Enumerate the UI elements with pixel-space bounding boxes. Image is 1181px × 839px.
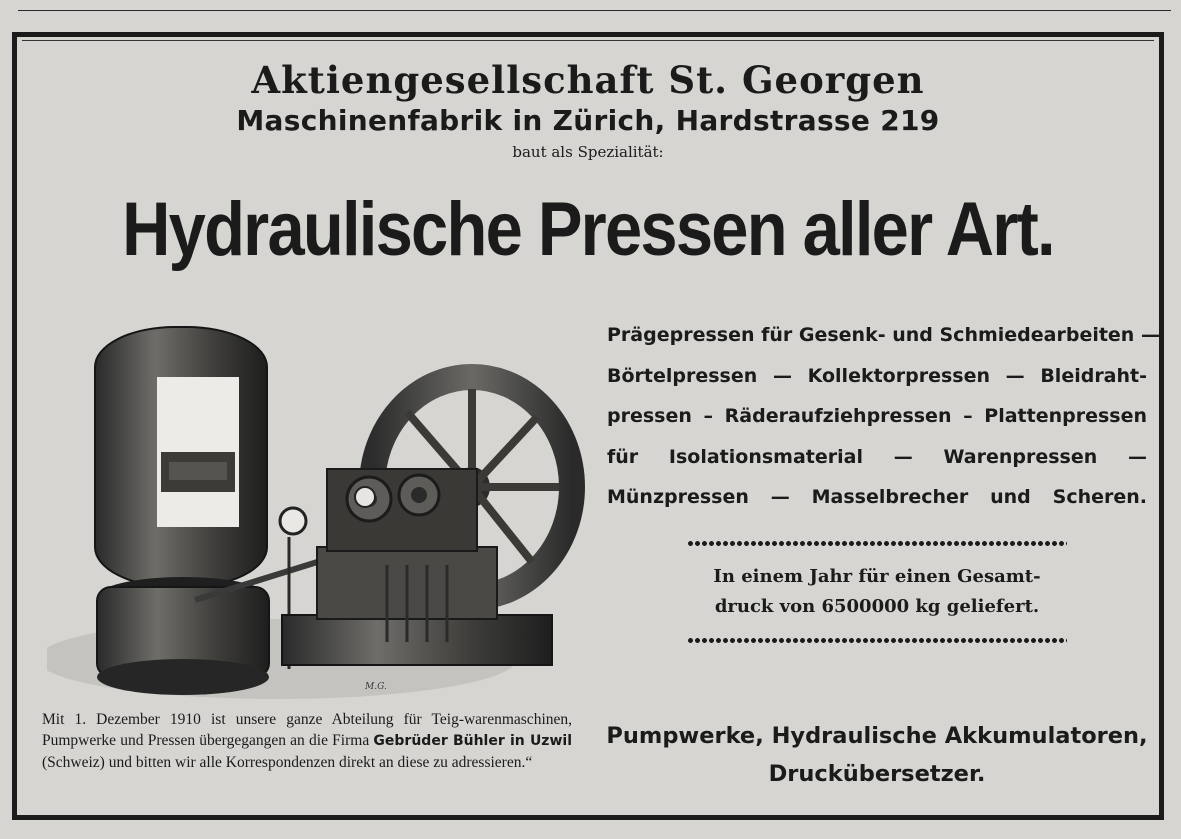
product-line: Prägepressen für Gesenk- und Schmiedearbeiten —	[607, 324, 1160, 346]
advertisement-frame	[12, 32, 1164, 820]
footer-products	[597, 717, 1157, 793]
notice-text: (Schweiz) und bitten wir alle Korrespondenzen direkt an diese zu adressieren.“	[42, 754, 533, 771]
footer-line: Pumpwerke, Hydraulische Akkumulatoren,	[606, 723, 1148, 749]
hydraulic-press-illustration	[47, 297, 587, 717]
dotted-rule	[687, 636, 1067, 645]
headline: Hydraulische Pressen aller Art.	[122, 187, 1054, 272]
product-line: pressen – Räderaufziehpressen – Plattenpressen	[607, 405, 1147, 427]
product-line: für Isolationsmaterial — Warenpressen —	[607, 445, 1147, 468]
product-line: Börtelpressen — Kollektorpressen — Bleidraht-	[607, 364, 1147, 387]
top-rule	[18, 10, 1171, 11]
header	[17, 57, 1159, 163]
stats-line: In einem Jahr für einen Gesamt-	[713, 566, 1041, 587]
factory-address: Maschinenfabrik in Zürich, Hardstrasse 219	[236, 104, 940, 137]
production-stats	[687, 539, 1067, 645]
svg-text:M.G.: M.G.	[365, 682, 387, 692]
dotted-rule	[687, 539, 1067, 548]
successor-firm: Gebrüder Bühler in Uzwil	[373, 733, 572, 749]
company-name: Aktiengesellschaft St. Georgen	[251, 58, 925, 102]
stats-text	[687, 548, 1067, 636]
notice-text: Mit 1. Dezember 1910 ist unsere ganze Abteilung für Teig-warenmaschinen, Pumpwerke und Pressen übergegangen an die Firma	[42, 711, 572, 749]
product-list	[607, 315, 1160, 518]
stats-line: druck von 6500000 kg geliefert.	[714, 596, 1040, 617]
footer-line: Druckübersetzer.	[768, 761, 986, 787]
tagline: baut als Spezialität:	[512, 143, 664, 161]
transfer-notice	[42, 709, 572, 773]
product-line: Münzpressen — Masselbrecher und Scheren.	[607, 486, 1147, 508]
inner-rule	[22, 40, 1154, 41]
